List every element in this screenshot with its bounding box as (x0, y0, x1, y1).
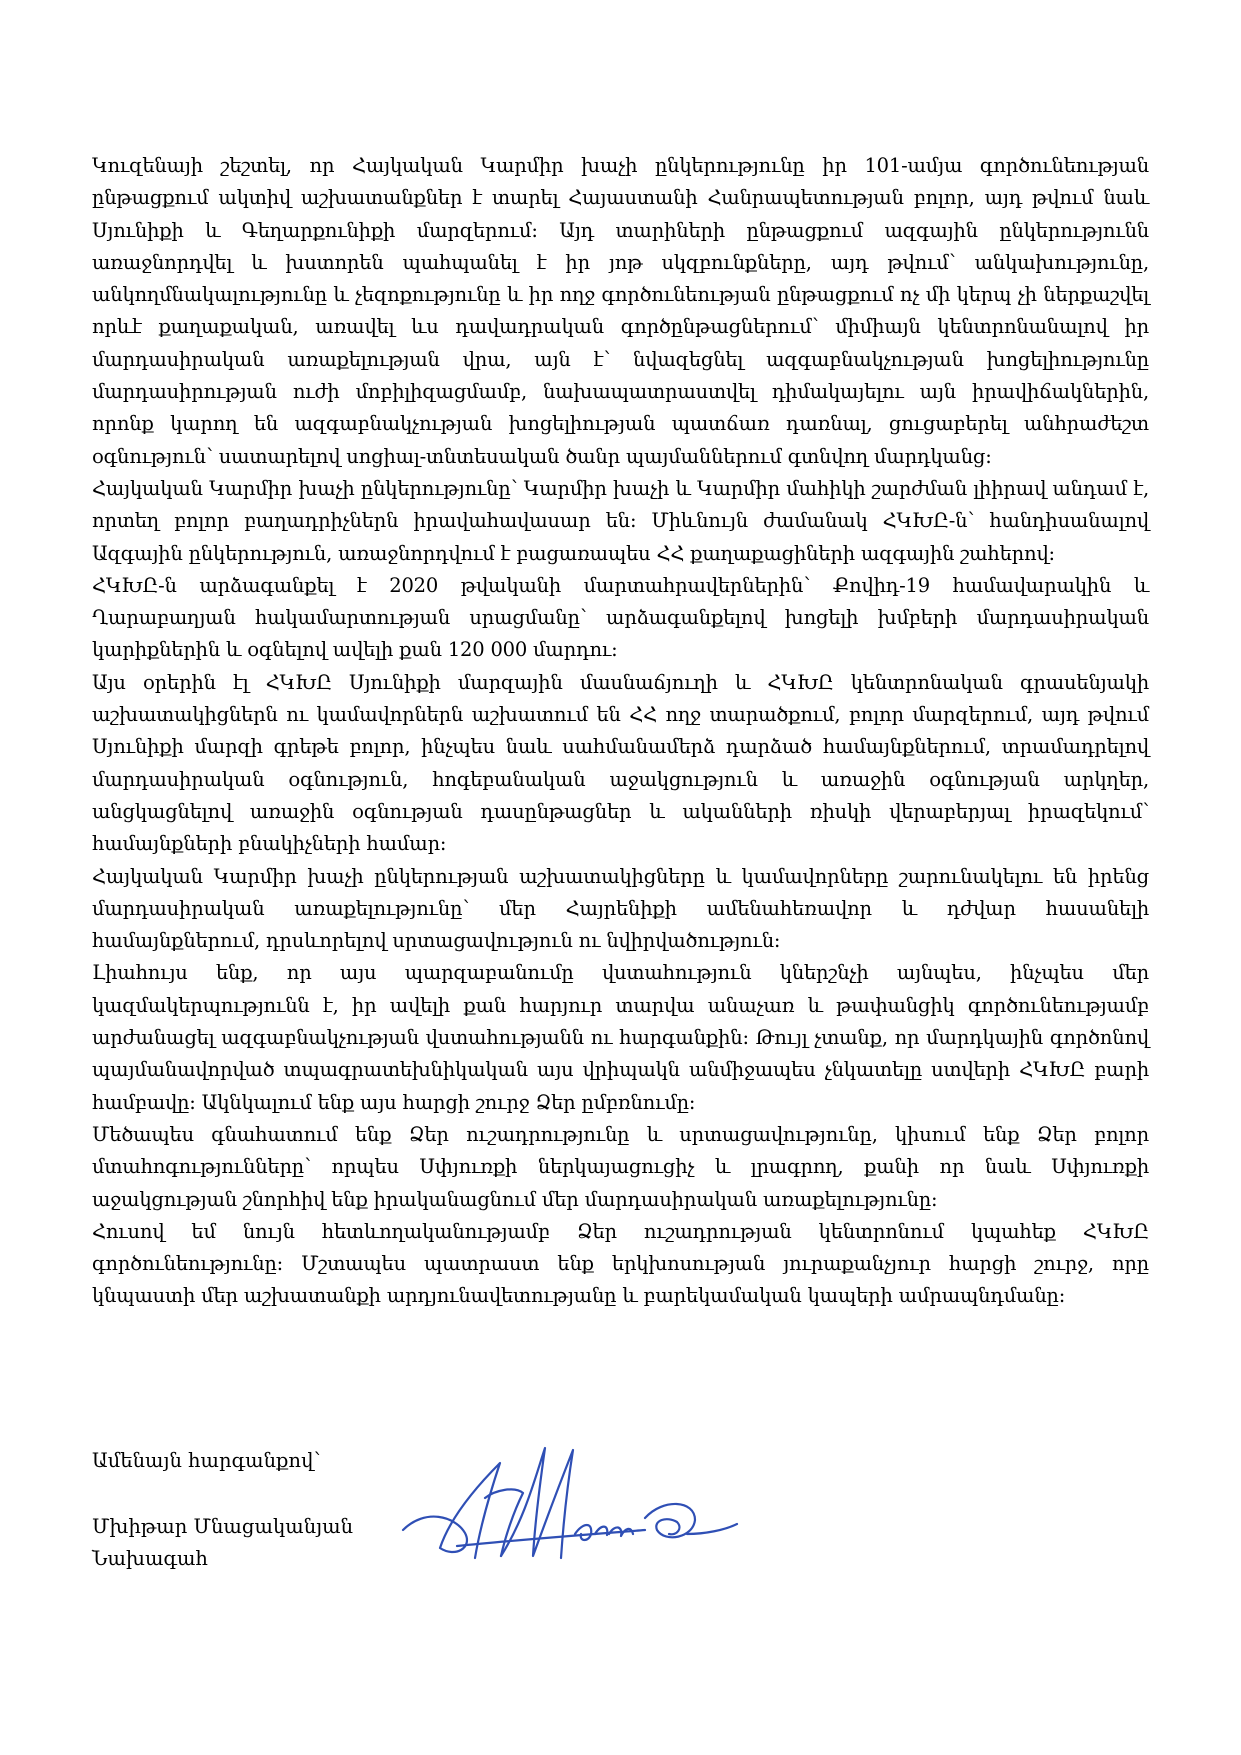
handwritten-signature (395, 1438, 745, 1573)
paragraph-2: Հայկական Կարմիր խաչի ընկերությունը՝ Կարմիր խաչի և Կարմիր մահիկի շարժման լիիրավ անդամ է, որտեղ բոլոր բաղադրիչներն իրավահավասար են: Միևնույն ժամանակ ՀԿԽԸ-ն՝ հանդիսանալով Ազգային ընկերություն, առաջնորդվում է բացառապես ՀՀ քաղաքացիների ազգային շահերով: (92, 476, 1149, 565)
letter-body (92, 150, 1149, 1313)
paragraph-5: Հայկական Կարմիր խաչի ընկերության աշխատակիցները և կամավորները շարունակելու են իրենց մարդասիրական առաքելությունը՝ մեր Հայրենիքի ամենահեռավոր և դժվար հասանելի համայնքներում, դրսևորելով սրտացավություն ու նվիրվածություն: (92, 864, 1149, 953)
paragraph-1: Կուզենայի շեշտել, որ Հայկական Կարմիր խաչի ընկերությունը իր 101-ամյա գործունեության ընթացքում ակտիվ աշխատանքներ է տարել Հայաստանի Հանրապետության բոլոր, այդ թվում նաև Սյունիքի և Գեղարքունիքի մարզերում: Այդ տարիների ընթացքում ազգային ընկերությունն առաջնորդվել և խստորեն պահպանել է իր յոթ սկզբունքները, այդ թվում՝ անկախությունը, անկողմնակալությունը և չեզոքությունը և իր ողջ գործունեության ընթացքում ոչ մի կերպ չի ներքաշվել որևէ քաղաքական, առավել ևս դավադրական գործընթացներում՝ միմիայն կենտրոնանալով իր մարդասիրական առաքելության վրա, այն է՝ նվազեցնել ազգաբնակչության խոցելիությունը մարդասիրության ուժի մոբիլիզացմամբ, նախապատրաստվել դիմակայելու այն իրավիճակներին, որոնք կարող են ազգաբնակչության խոցելիության պատճառ դառնալ, ցուցաբերել անհրաժեշտ օգնություն՝ սատարելով սոցիալ-տնտեսական ծանր պայմաններում գտնվող մարդկանց: (92, 154, 1149, 468)
paragraph-6: Լիահույս ենք, որ այս պարզաբանումը վստահություն կներշնչի այնպես, ինչպես մեր կազմակերպությունն է, իր ավելի քան հարյուր տարվա անաչառ և թափանցիկ գործունեությամբ արժանացել ազգաբնակչության վստահությանն ու հարգանքին: Թույլ չտանք, որ մարդկային գործոնով պայմանավորված տպագրատեխնիկական այս վրիպակն անմիջապես չնկատելը ստվերի ՀԿԽԸ բարի համբավը: Ակնկալում ենք այս հարցի շուրջ Ձեր ըմբռնումը: (92, 961, 1149, 1114)
closing-phrase: Ամենայն հարգանքով՝ (92, 1449, 321, 1472)
paragraph-3: ՀԿԽԸ-ն արձագանքել է 2020 թվականի մարտահրավերներին՝ Քովիդ-19 համավարակին և Ղարաբաղյան հակամարտության սրացմանը՝ արձագանքելով խոցելի խմբերի մարդասիրական կարիքներին և օգնելով ավելի քան 120 000 մարդու: (92, 573, 1149, 662)
paragraph-4: Այս օրերին էլ ՀԿԽԸ Սյունիքի մարզային մասնաճյուղի և ՀԿԽԸ կենտրոնական գրասենյակի աշխատակիցներն ու կամավորներն աշխատում են ՀՀ ողջ տարածքում, բոլոր մարզերում, այդ թվում Սյունիքի մարզի գրեթե բոլոր, ինչպես նաև սահմանամերձ դարձած համայնքներում, տրամադրելով մարդասիրական օգնություն, հոգեբանական աջակցություն և առաջին օգնության արկղեր, անցկացնելով առաջին օգնության դասընթացներ և ականների ռիսկի վերաբերյալ իրազեկում՝ համայնքների բնակիչների համար: (92, 670, 1149, 856)
signature-block (92, 1511, 353, 1575)
paragraph-8: Հուսով եմ նույն հետևողականությամբ Ձեր ուշադրության կենտրոնում կպահեք ՀԿԽԸ գործունեությունը: Մշտապես պատրաստ ենք երկխոսության յուրաքանչյուր հարցի շուրջ, որը կնպաստի մեր աշխատանքի արդյունավետությանը և բարեկամական կապերի ամրապնդմանը: (92, 1219, 1149, 1308)
paragraph-7: Մեծապես գնահատում ենք Ձեր ուշադրությունը և սրտացավությունը, կիսում ենք Ձեր բոլոր մտահոգությունները՝ որպես Սփյուռքի ներկայացուցիչ և լրագրող, քանի որ նաև Սփյուռքի աջակցության շնորհիվ ենք իրականացնում մեր մարդասիրական առաքելությունը: (92, 1122, 1149, 1211)
signer-title: Նախագահ (92, 1547, 208, 1570)
signer-name: Մխիթար Մնացականյան (92, 1515, 354, 1538)
